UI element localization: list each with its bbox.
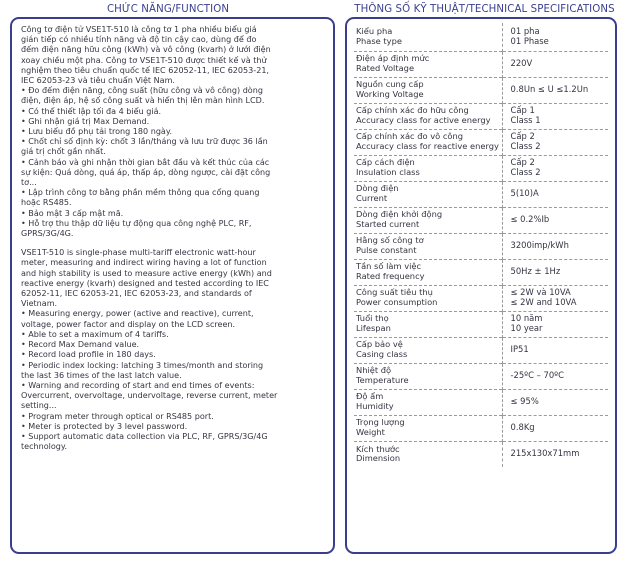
spec-value-line: 3200imp/kWh [510, 240, 569, 251]
spec-name-en: Accuracy class for active energy [356, 115, 491, 125]
spec-value [502, 181, 608, 207]
function-text-line: giá trị chốt gần nhất. [21, 147, 106, 157]
function-text-line: • Bảo mật 3 cấp mật mã. [21, 208, 124, 218]
spec-name [354, 129, 502, 155]
spec-value-line: ≤ 2W and 10VA [510, 297, 577, 307]
spec-value-line: Cấp 2 [510, 131, 535, 142]
spec-name-en: Humidity [356, 401, 394, 411]
function-text-line: • Record load profile in 180 days. [21, 350, 156, 360]
spec-name [354, 23, 502, 51]
spec-row [354, 51, 608, 77]
function-text-line: • Warning and recording of start and end times of events: [21, 380, 255, 390]
function-text-line: đếm điện năng hữu công (kWh) và vô công (kvarh) ở lưới điện [21, 45, 271, 55]
spec-value-line: ≤ 2W và 10VA [510, 287, 571, 298]
spec-name-en: Rated Voltage [356, 63, 415, 73]
spec-name [354, 233, 502, 259]
function-text-line: the last 36 times of the last latch value. [21, 370, 182, 380]
function-text-line: • Có thể thiết lập tối đa 4 biểu giá. [21, 106, 162, 116]
function-title: CHỨC NĂNG/FUNCTION [106, 4, 230, 15]
spec-value [502, 129, 608, 155]
spec-name-en: Power consumption [356, 297, 438, 307]
spec-value-line: IP51 [510, 344, 529, 355]
spec-name-vi: Công suất tiêu thụ [356, 287, 433, 298]
spec-name-vi: Cấp cách điện [356, 157, 415, 168]
spec-name [354, 389, 502, 415]
function-text-line: • Hỗ trợ thu thập dữ liệu tự động qua công nghệ PLC, RF, [21, 218, 252, 228]
spec-row [354, 129, 608, 155]
spec-value-line: 5(10)A [510, 188, 539, 199]
spec-row [354, 363, 608, 389]
function-text-line: VSE1T-510 is single-phase multi-tariff electronic watt-hour [21, 248, 256, 258]
function-text-line: • Cảnh báo và ghi nhận thời gian bắt đầu và kết thúc của các [21, 157, 270, 167]
function-text-line: tơ... [21, 178, 37, 188]
spec-value-line: Cấp 2 [510, 157, 535, 168]
function-text-line: • Ghi nhận giá trị Max Demand. [21, 116, 150, 126]
function-panel [10, 17, 335, 554]
function-vietnamese-text [21, 25, 326, 239]
spec-value [502, 259, 608, 285]
spec-value-line: 0.8Kg [510, 422, 535, 433]
function-text-line: IEC 62053-23 và tiêu chuẩn Việt Nam. [21, 76, 175, 86]
function-text-line: technology. [21, 442, 68, 452]
spec-name-vi: Kiểu pha [356, 26, 393, 37]
function-text-line: voltage, power factor and display on the LCD screen. [21, 319, 236, 329]
spec-value-line: 01 Phase [510, 35, 549, 46]
spec-name-vi: Dòng điện khởi động [356, 209, 443, 220]
function-text-line: sự kiện: Quá dòng, quá áp, thấp áp, dòng ngược, cài đặt công [21, 167, 271, 177]
spec-name-vi: Cấp bảo vệ [356, 339, 403, 350]
spec-name-en: Working Voltage [356, 89, 424, 99]
function-text-line: and high stability is used to measure active energy (kWh) and [21, 268, 272, 278]
spec-value-line: 215x130x71mm [510, 448, 580, 459]
spec-row [354, 259, 608, 285]
spec-name-en: Current [356, 193, 388, 203]
spec-name-en: Rated frequency [356, 271, 425, 281]
spec-name-vi: Kích thước [356, 443, 400, 454]
spec-name-en: Weight [356, 427, 385, 437]
spec-value-line: 220V [510, 58, 533, 69]
spec-name-vi: Nguồn cung cấp [356, 79, 424, 90]
spec-value-line: 50Hz ± 1Hz [510, 266, 561, 277]
spec-value [502, 389, 608, 415]
spec-value [502, 23, 608, 51]
spec-name-vi: Nhiệt độ [356, 365, 392, 376]
spec-name-vi: Độ ẩm [356, 391, 384, 402]
function-text-line: 62052-11, IEC 62053-21, IEC 62053-23, and standards of [21, 289, 252, 299]
spec-name-vi: Tần số làm việc [356, 261, 422, 272]
spec-value-line: Class 1 [510, 115, 541, 125]
spec-name-en: Dimension [356, 453, 401, 464]
spec-name-vi: Hằng số công tơ [356, 235, 424, 246]
spec-name-vi: Điện áp định mức [356, 53, 430, 64]
spec-row [354, 311, 608, 337]
spec-row [354, 103, 608, 129]
spec-row [354, 415, 608, 441]
spec-name [354, 285, 502, 311]
spec-value [502, 103, 608, 129]
function-text-line: meter, measuring and indirect wiring having a lot of function [21, 258, 267, 268]
spec-name-en: Pulse constant [356, 245, 417, 255]
function-text-line: reactive energy (kvarh) designed and tested according to IEC [21, 278, 269, 288]
spec-name-vi: Cấp chính xác đo hữu công [356, 105, 469, 116]
spec-name-vi: Tuổi thọ [356, 313, 389, 324]
spec-value-line: ≤ 0.2%Ib [510, 214, 550, 225]
function-text-line: gián tiếp có nhiều tính năng và độ tin cậy cao, dùng để đo [21, 35, 257, 45]
spec-name [354, 207, 502, 233]
spec-value [502, 363, 608, 389]
spec-row [354, 389, 608, 415]
spec-value [502, 311, 608, 337]
spec-name-en: Accuracy class for reactive energy [356, 141, 499, 151]
function-text-line: • Meter is protected by 3 level password. [21, 421, 188, 431]
spec-name [354, 415, 502, 441]
function-text-line: • Periodic index locking: latching 3 times/month and storing [21, 360, 264, 370]
spec-name-vi: Cấp chính xác đo vô công [356, 131, 464, 142]
function-text-line: • Chốt chỉ số định kỳ: chốt 3 lần/tháng và lưu trữ được 36 lần [21, 137, 268, 147]
spec-name [354, 77, 502, 103]
function-text-line: điện, điện áp, hệ số công suất và hiển thị lên màn hình LCD. [21, 96, 265, 106]
spec-value [502, 77, 608, 103]
spec-value [502, 415, 608, 441]
spec-value [502, 233, 608, 259]
spec-name-en: Started current [356, 219, 420, 229]
function-text-line: Công tơ điện tử VSE1T-510 là công tơ 1 pha nhiều biểu giá [21, 25, 257, 34]
function-text-line: Overcurrent, overvoltage, undervoltage, reverse current, meter [21, 391, 278, 401]
spec-name [354, 363, 502, 389]
spec-name [354, 259, 502, 285]
spec-row [354, 181, 608, 207]
spec-value-line: -25ºC – 70ºC [510, 370, 564, 381]
spec-name [354, 103, 502, 129]
function-text-line: nghiệm theo tiêu chuẩn quốc tế IEC 62052-11, IEC 62053-21, [21, 65, 269, 75]
spec-name-en: Casing class [356, 349, 408, 359]
spec-value [502, 337, 608, 363]
function-text-line: • Đo đếm điện năng, công suất (hữu công và vô công) dòng [21, 86, 263, 96]
spec-value [502, 51, 608, 77]
function-text-line: • Able to set a maximum of 4 tariffs. [21, 329, 169, 339]
function-text-line: GPRS/3G/4G. [21, 229, 74, 239]
spec-value [502, 207, 608, 233]
function-english-text [21, 248, 326, 452]
function-text-line: hoặc RS485. [21, 198, 72, 208]
spec-row [354, 285, 608, 311]
spec-value-line: Cấp 1 [510, 105, 535, 116]
spec-name [354, 181, 502, 207]
spec-name [354, 311, 502, 337]
spec-value-line: 10 năm [510, 313, 543, 324]
function-text-line: • Support automatic data collection via PLC, RF, GPRS/3G/4G [21, 431, 268, 441]
spec-name [354, 51, 502, 77]
function-text-line: Vietnam. [21, 299, 58, 309]
specs-table [354, 23, 608, 467]
spec-value-line: 10 year [510, 323, 543, 333]
spec-row [354, 23, 608, 51]
function-text-line: • Record Max Demand value. [21, 340, 140, 350]
spec-value [502, 285, 608, 311]
spec-value [502, 441, 608, 467]
spec-value [502, 155, 608, 181]
spec-value-line: Class 2 [510, 141, 541, 151]
spec-value-line: ≤ 95% [510, 396, 539, 407]
spec-name-en: Insulation class [356, 167, 420, 177]
specs-panel [345, 17, 617, 554]
spec-name-vi: Dòng điện [356, 183, 399, 194]
function-text-line: • Lập trình công tơ bằng phần mềm thông qua cổng quang [21, 188, 260, 198]
spec-row [354, 233, 608, 259]
function-text-line: setting... [21, 401, 57, 411]
spec-name-vi: Trọng lượng [356, 417, 405, 428]
spec-name-en: Phase type [356, 35, 402, 46]
spec-row [354, 77, 608, 103]
function-text-line: xoay chiều một pha. Công tơ VSE1T-510 được thiết kế và thử [21, 55, 267, 65]
spec-name [354, 337, 502, 363]
spec-row [354, 441, 608, 467]
spec-name-en: Lifespan [356, 323, 391, 333]
function-text-line: • Program meter through optical or RS485 port. [21, 411, 214, 421]
spec-value-line: Class 2 [510, 167, 541, 177]
spec-value-line: 0.8Un ≤ U ≤1.2Un [510, 84, 589, 95]
function-text-line: • Measuring energy, power (active and reactive), current, [21, 309, 254, 319]
spec-name-en: Temperature [356, 375, 409, 385]
spec-row [354, 207, 608, 233]
spec-row [354, 155, 608, 181]
spec-name [354, 441, 502, 467]
function-text-line: • Lưu biểu đồ phụ tải trong 180 ngày. [21, 127, 173, 137]
specs-title: THÔNG SỐ KỸ THUẬT/TECHNICAL SPECIFICATIONS [354, 4, 615, 15]
spec-row [354, 337, 608, 363]
spec-name [354, 155, 502, 181]
spec-value-line: 01 pha [510, 26, 540, 37]
